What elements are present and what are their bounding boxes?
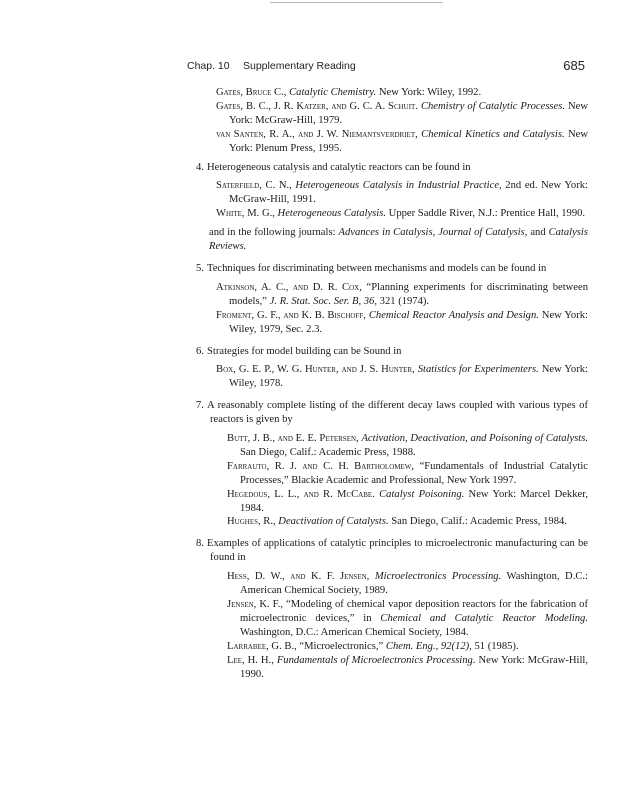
section-title: Supplementary Reading xyxy=(243,60,356,72)
reference-entry: Gates, Bruce C., Catalytic Chemistry. New York: Wiley, 1992. xyxy=(216,87,482,98)
reference-list-4 xyxy=(216,179,588,221)
journals-paragraph: and in the following journals: Advances in Catalysis, Journal of Catalysis, and Catalysis Reviews. xyxy=(209,227,588,253)
list-item-4: 4. Heterogeneous catalysis and catalytic reactors can be found in xyxy=(196,161,471,173)
list-item-8: 8. Examples of applications of catalytic principles to microelectronic manufacturing can be found in xyxy=(196,538,588,564)
reference-entry: Hughes, R., Deactivation of Catalysts. San Diego, Calif.: Academic Press, 1984. xyxy=(227,516,567,528)
reference-entry: Hess, D. W., and K. F. Jensen, Microelectronics Processing. Washington, D.C.: American Chemical Society, 1989. xyxy=(227,571,589,597)
reference-entry: Farrauto, R. J. and C. H. Bartholomew, “Fundamentals of Industrial Catalytic Processes,” Blackie Academic and Professional, New York 1997. xyxy=(227,460,588,486)
reference-entry: van Santen, R. A., and J. W. Niemantsverdriet, Chemical Kinetics and Catalysis. New York: Plenum Press, 1995. xyxy=(216,128,588,154)
reference-entry: Jensen, K. F., “Modeling of chemical vapor deposition reactors for the fabrication of microelectronic devices,” in Chemical and Catalytic Reactor Modeling. Washington, D.C.: American Chemical Society, 1984. xyxy=(227,599,588,638)
reference-entry: Butt, J. B., and E. E. Petersen, Activation, Deactivation, and Poisoning of Catalysts. San Diego, Calif.: Academic Press, 1988. xyxy=(227,433,588,458)
reference-entry: White, M. G., Heterogeneous Catalysis. Upper Saddle River, N.J.: Prentice Hall, 1990. xyxy=(216,208,586,220)
reference-list-top xyxy=(216,86,588,156)
reference-entry: Froment, G. F., and K. B. Bischoff, Chemical Reactor Analysis and Design. New York: Wiley, 1979, Sec. 2.3. xyxy=(216,309,588,335)
list-item-6: 6. Strategies for model building can be Sound in xyxy=(196,345,402,357)
reference-list-8 xyxy=(227,570,588,681)
running-header xyxy=(187,58,587,74)
reference-entry: Atkinson, A. C., and D. R. Cox, “Planning experiments for discriminating between models,” J. R. Stat. Soc. Ser. B, 36, 321 (1974). xyxy=(216,281,588,307)
page-number: 685 xyxy=(563,58,585,73)
reference-entry: Gates, B. C., J. R. Katzer, and G. C. A. Schuit. Chemistry of Catalytic Processes. New York: McGraw-Hill, 1979. xyxy=(216,100,588,126)
top-rule xyxy=(270,2,443,3)
list-item-5: 5. Techniques for discriminating between mechanisms and models can be found in xyxy=(196,262,547,274)
reference-entry: Larrabee, G. B., “Microelectronics,” Chem. Eng., 92(12), 51 (1985). xyxy=(227,640,519,652)
reference-entry: Hegedous, L. L., and R. McCabe. Catalyst Poisoning. New York: Marcel Dekker, 1984. xyxy=(227,488,588,514)
list-item-7: 7. A reasonably complete listing of the different decay laws coupled with various types of reactors is given by xyxy=(196,400,588,426)
reference-entry: Box, G. E. P., W. G. Hunter, and J. S. Hunter, Statistics for Experimenters. New York: Wiley, 1978. xyxy=(216,364,589,390)
chapter-label: Chap. 10 xyxy=(187,60,230,72)
reference-entry: Saterfield, C. N., Heterogeneous Catalysis in Industrial Practice, 2nd ed. New York: McGraw-Hill, 1991. xyxy=(216,180,588,206)
reference-list-6 xyxy=(216,363,588,391)
page-body xyxy=(196,86,588,681)
reference-entry: Lee, H. H., Fundamentals of Microelectronics Processing. New York: McGraw-Hill, 1990. xyxy=(227,654,588,680)
reference-list-7 xyxy=(227,432,588,529)
reference-list-5 xyxy=(216,281,588,337)
